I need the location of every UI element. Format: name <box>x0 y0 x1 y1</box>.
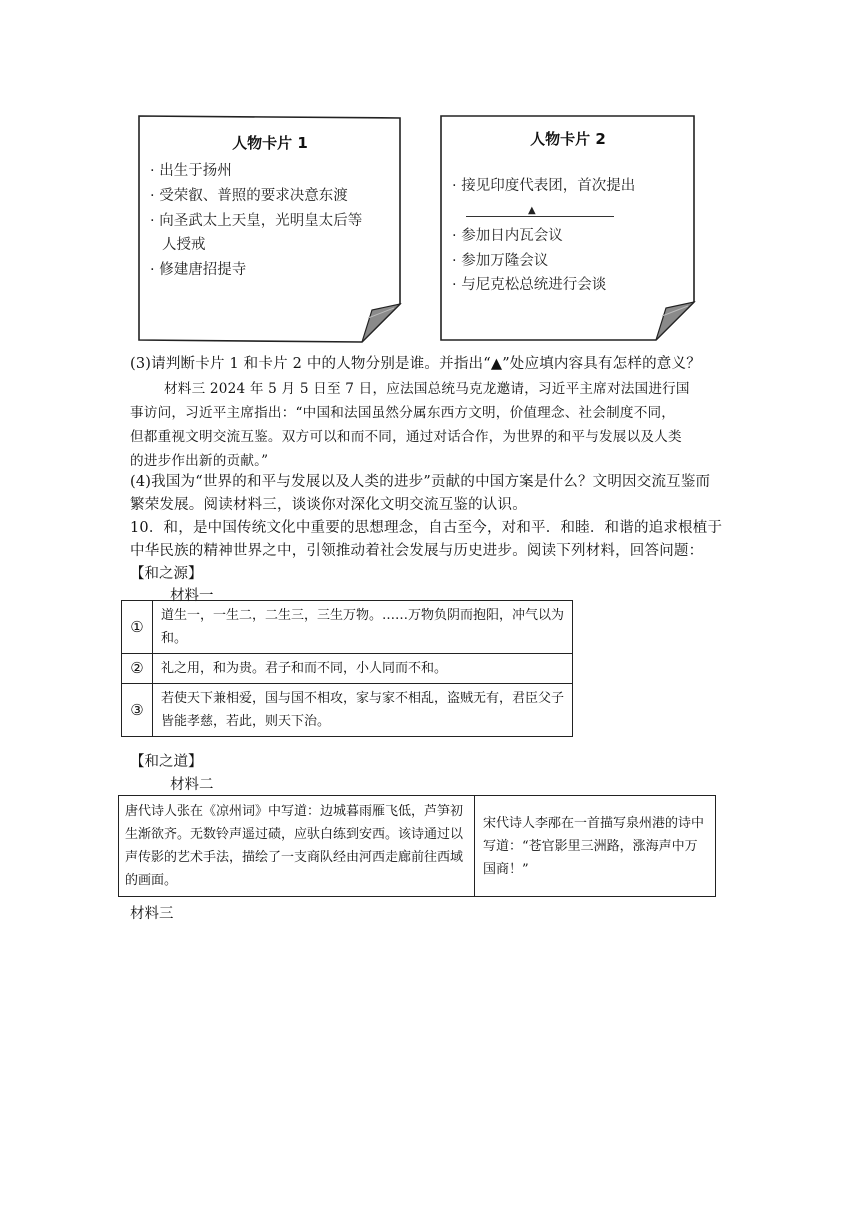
blank-marker: ▲ <box>528 205 536 216</box>
question-3: (3)请判断卡片 1 和卡片 2 中的人物分别是谁。并指出“▲”处应填内容具有怎样的意义？ <box>130 356 701 372</box>
card-2-title: 人物卡片 2 <box>530 130 606 148</box>
card-1-item: · 受荣叡、普照的要求决意东渡 <box>150 188 348 204</box>
card-1-item: 人授戒 <box>162 237 206 253</box>
row-text: 礼之用，和为贵。君子和而不同，小人同而不和。 <box>153 654 573 684</box>
row-number: ③ <box>122 684 153 737</box>
row-text: 道生一，一生二，二生三，三生万物。……万物负阴而抱阳，冲气以为和。 <box>153 601 573 654</box>
card-1-item: · 出生于扬州 <box>150 163 232 179</box>
row-text: 若使天下兼相爱，国与国不相攻，家与家不相乱，盗贼无有，君臣父子皆能孝慈，若此，则天下治。 <box>153 684 573 737</box>
material-1-label: 材料一 <box>170 588 214 604</box>
person-card-2 <box>438 112 698 344</box>
material-1-table <box>121 600 573 737</box>
question-4: (4)我国为“世界的和平与发展以及人类的进步”贡献的中国方案是什么？文明因交流互鉴而 <box>130 474 711 490</box>
fill-in-blank <box>466 216 614 217</box>
material-2-label: 材料二 <box>170 777 214 793</box>
question-10: 10．和，是中国传统文化中重要的思想理念，自古至今，对和平．和睦．和谐的追求根植于 <box>130 520 723 536</box>
material-3-line: 事访问，习近平主席指出：“中国和法国虽然分属东西方文明，价值理念、社会制度不同， <box>130 405 676 421</box>
section-he-zhi-yuan: 【和之源】 <box>130 566 203 582</box>
material-3-line: 材料三 2024 年 5 月 5 日至 7 日，应法国总统马克龙邀请，习近平主席对法国进行国 <box>164 381 690 397</box>
row-number: ② <box>122 654 153 684</box>
material-3-line: 但都重视文明交流互鉴。双方可以和而不同，通过对话合作，为世界的和平与发展以及人类 <box>130 429 682 445</box>
material-2-table <box>118 795 716 897</box>
person-card-1 <box>136 112 404 346</box>
card-1-item: · 修建唐招提寺 <box>150 262 247 278</box>
table-row <box>122 684 573 737</box>
row-number: ① <box>122 601 153 654</box>
table-row <box>122 654 573 684</box>
material-2-right: 宋代诗人李邴在一首描写泉州港的诗中写道：“苍官影里三洲路，涨海声中万国商！” <box>475 796 716 897</box>
table-row <box>122 601 573 654</box>
question-4: 繁荣发展。阅读材料三，谈谈你对深化文明交流互鉴的认识。 <box>130 497 527 513</box>
card-2-item: · 参加日内瓦会议 <box>452 228 563 244</box>
section-he-zhi-dao: 【和之道】 <box>130 754 203 770</box>
card-2-item: · 接见印度代表团，首次提出 <box>452 178 636 194</box>
card-1-title: 人物卡片 1 <box>232 134 308 152</box>
card-2-item: · 与尼克松总统进行会谈 <box>452 277 607 293</box>
material-2-left: 唐代诗人张在《凉州词》中写道：边城暮雨雁飞低，芦笋初生渐欲齐。无数铃声遥过碛，应驮白练到安西。该诗通过以声传影的艺术手法，描绘了一支商队经由河西走廊前往西域的画面。 <box>119 796 475 897</box>
material-3-label: 材料三 <box>130 906 174 922</box>
table-row <box>119 796 716 897</box>
question-10: 中华民族的精神世界之中，引领推动着社会发展与历史进步。阅读下列材料，回答问题： <box>130 543 704 559</box>
card-1-item: · 向圣武太上天皇，光明皇太后等 <box>150 213 363 229</box>
card-2-item: · 参加万隆会议 <box>452 253 549 269</box>
material-3-line: 的进步作出新的贡献。” <box>130 453 269 469</box>
